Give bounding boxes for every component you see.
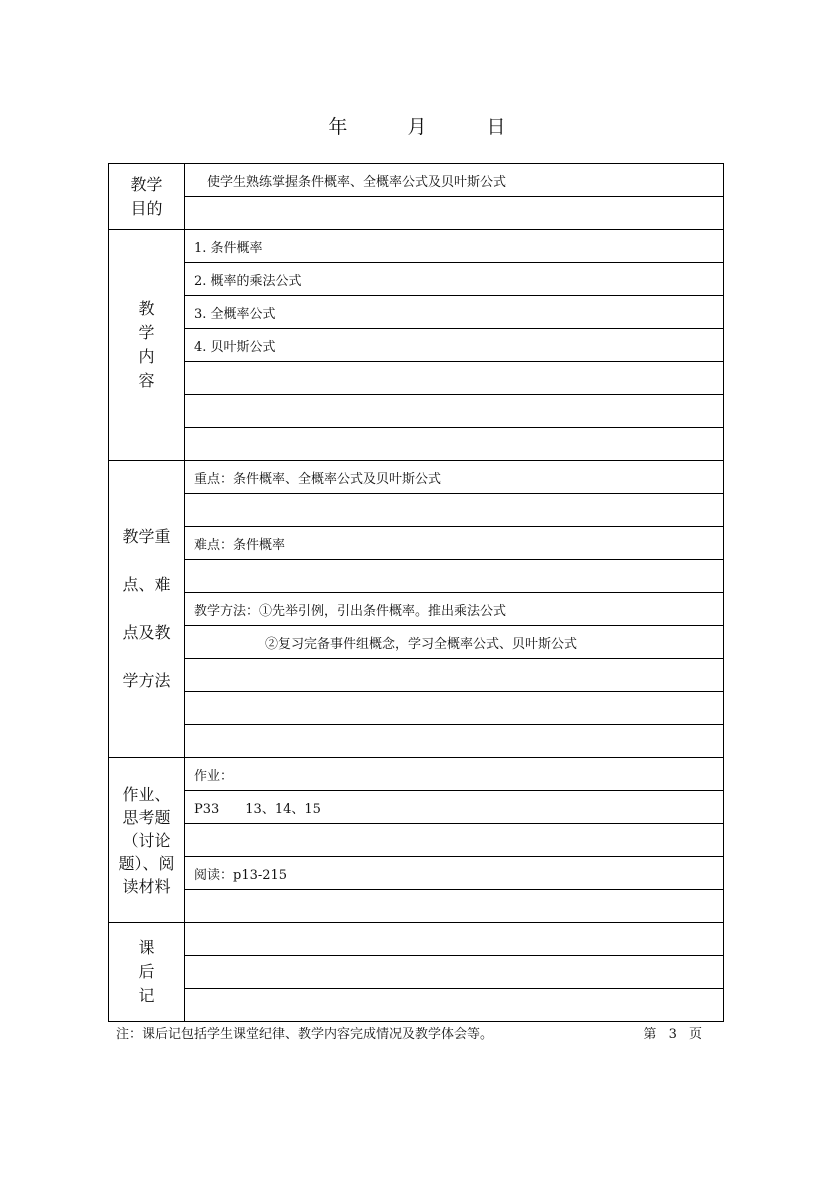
key-points-row <box>109 725 724 758</box>
objective-label: 教学 目的 <box>109 164 185 230</box>
page-number-value: 3 <box>668 1027 677 1042</box>
objective-text[interactable]: 使学生熟练掌握条件概率、全概率公式及贝叶斯公式 <box>185 164 724 197</box>
key-point-text[interactable] <box>185 692 724 725</box>
key-points-row <box>109 626 724 659</box>
homework-text[interactable]: P33 13、14、15 <box>185 791 724 824</box>
homework-row <box>109 824 724 857</box>
homework-text[interactable]: 阅读：p13-215 <box>185 857 724 890</box>
content-item[interactable] <box>185 395 724 428</box>
notes-label: 课 后 记 <box>109 923 185 1022</box>
key-point-text[interactable]: ②复习完备事件组概念，学习全概率公式、贝叶斯公式 <box>185 626 724 659</box>
month-label: 月 <box>407 116 428 138</box>
content-row <box>109 329 724 362</box>
content-row <box>109 428 724 461</box>
key-point-text[interactable]: 难点：条件概率 <box>185 527 724 560</box>
content-row <box>109 362 724 395</box>
key-points-row <box>109 494 724 527</box>
content-label: 教 学 内 容 <box>109 230 185 461</box>
content-row <box>109 263 724 296</box>
content-item[interactable]: 1. 条件概率 <box>185 230 724 263</box>
notes-row <box>109 989 724 1022</box>
content-item[interactable] <box>185 428 724 461</box>
page-number <box>639 1023 706 1042</box>
key-point-text[interactable] <box>185 560 724 593</box>
homework-text[interactable] <box>185 824 724 857</box>
notes-text[interactable] <box>185 923 724 956</box>
objective-row <box>109 164 724 197</box>
homework-label: 作业、 思考题 （讨论 题）、阅 读材料 <box>109 758 185 923</box>
day-label: 日 <box>486 116 507 138</box>
key-point-text[interactable] <box>185 725 724 758</box>
date-header <box>0 112 835 139</box>
homework-row <box>109 890 724 923</box>
notes-row <box>109 923 724 956</box>
key-points-row <box>109 659 724 692</box>
objective-row <box>109 197 724 230</box>
lesson-plan-table <box>108 163 724 1022</box>
key-points-row <box>109 560 724 593</box>
key-points-row <box>109 593 724 626</box>
key-points-row <box>109 461 724 494</box>
homework-text[interactable] <box>185 890 724 923</box>
content-item[interactable]: 2. 概率的乘法公式 <box>185 263 724 296</box>
notes-text[interactable] <box>185 956 724 989</box>
page-suffix: 页 <box>688 1027 702 1042</box>
content-row <box>109 395 724 428</box>
notes-row <box>109 956 724 989</box>
footer-note: 注：课后记包括学生课堂纪律、教学内容完成情况及教学体会等。 <box>116 1027 494 1042</box>
homework-row <box>109 791 724 824</box>
homework-text[interactable]: 作业： <box>185 758 724 791</box>
content-row <box>109 296 724 329</box>
year-label: 年 <box>328 116 349 138</box>
key-point-text[interactable]: 重点：条件概率、全概率公式及贝叶斯公式 <box>185 461 724 494</box>
homework-row <box>109 857 724 890</box>
key-points-row <box>109 527 724 560</box>
key-points-row <box>109 692 724 725</box>
key-point-text[interactable] <box>185 494 724 527</box>
content-row <box>109 230 724 263</box>
homework-row <box>109 758 724 791</box>
notes-text[interactable] <box>185 989 724 1022</box>
content-item[interactable]: 4. 贝叶斯公式 <box>185 329 724 362</box>
content-item[interactable] <box>185 362 724 395</box>
page-footer <box>116 1023 706 1042</box>
page-prefix: 第 <box>643 1027 657 1042</box>
key-points-label: 教学重 点、难 点及教 学方法 <box>109 461 185 758</box>
objective-text[interactable] <box>185 197 724 230</box>
key-point-text[interactable]: 教学方法：①先举引例，引出条件概率。推出乘法公式 <box>185 593 724 626</box>
key-point-text[interactable] <box>185 659 724 692</box>
content-item[interactable]: 3. 全概率公式 <box>185 296 724 329</box>
